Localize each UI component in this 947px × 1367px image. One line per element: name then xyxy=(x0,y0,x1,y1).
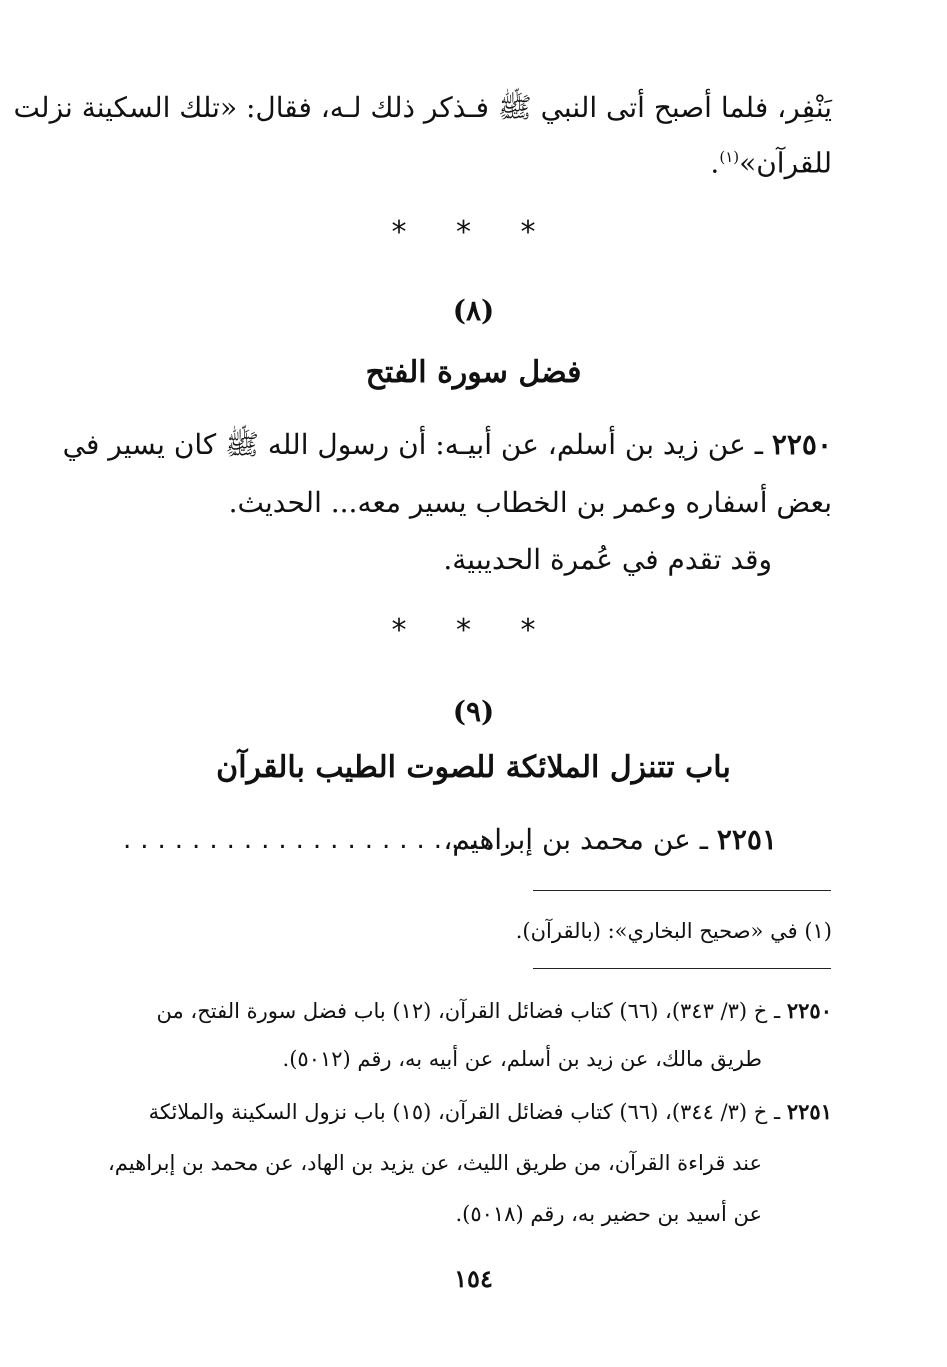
hadith-text: ـ عن زيد بن أسلم، عن أبيـه: أن رسول الله ﷺ كان يسير في xyxy=(62,428,763,461)
hadith-number: ٢٢٥١ xyxy=(716,823,777,856)
footnote-text: في «صحيح البخاري»: (بالقرآن). xyxy=(515,919,798,943)
reference-2250-line-1 xyxy=(112,995,832,1027)
intro-line-2-period: . xyxy=(710,146,720,180)
reference-number: ٢٢٥٠ xyxy=(786,998,832,1023)
section-title-8: فضل سورة الفتح xyxy=(365,355,582,390)
page-number: ١٥٤ xyxy=(454,1264,493,1293)
intro-line-2 xyxy=(112,137,832,183)
references-separator xyxy=(533,968,831,969)
hadith-2250-line-2: بعض أسفاره وعمر بن الخطاب يسير معه... الحديث. xyxy=(228,486,832,519)
reference-text: ـ خ (٣/ ٣٤٤)، (٦٦) كتاب فضائل القرآن، (١٥) باب نزول السكينة والملائكة xyxy=(148,1100,781,1124)
intro-line-1: يَنْفِر، فلما أصبح أتى النبي ﷺ فـذكر ذلك لـه، فقال: «تلك السكينة نزلت xyxy=(13,91,832,124)
reference-2250-line-2: طريق مالك، عن زيد بن أسلم، عن أبيه به، رقم (٥٠١٢). xyxy=(282,1047,762,1071)
reference-2251-line-1 xyxy=(112,1096,832,1128)
footnote-marker: (١) xyxy=(804,919,832,943)
footnote-reference[interactable]: (١) xyxy=(719,148,740,166)
ellipsis-dots: ....................... xyxy=(123,825,521,855)
separator-stars-2: * * * xyxy=(391,613,556,648)
intro-line-2-text: للقرآن» xyxy=(739,146,832,180)
footnote-separator xyxy=(533,890,831,891)
reference-2251-line-2: عند قراءة القرآن، من طريق الليث، عن يزيد بن الهاد، عن محمد بن إبراهيم، xyxy=(108,1151,762,1175)
section-number-8: (٨) xyxy=(452,294,495,327)
separator-stars-1: * * * xyxy=(391,215,556,250)
footnote-1 xyxy=(112,915,832,947)
reference-number: ٢٢٥١ xyxy=(786,1099,832,1124)
hadith-number: ٢٢٥٠ xyxy=(771,428,832,461)
reference-2251-line-3: عن أسيد بن حضير به، رقم (٥٠١٨). xyxy=(455,1202,762,1226)
hadith-2250-line-3: وقد تقدم في عُمرة الحديبية. xyxy=(443,543,772,576)
section-number-9: (٩) xyxy=(452,695,495,728)
section-title-9: باب تتنزل الملائكة للصوت الطيب بالقرآن xyxy=(216,750,731,785)
hadith-2250-line-1 xyxy=(62,425,832,465)
reference-text: ـ خ (٣/ ٣٤٣)، (٦٦) كتاب فضائل القرآن، (١٢) باب فضل سورة الفتح، من xyxy=(156,999,781,1023)
hadith-text: ـ عن محمد بن إبراهيم، xyxy=(443,823,708,856)
